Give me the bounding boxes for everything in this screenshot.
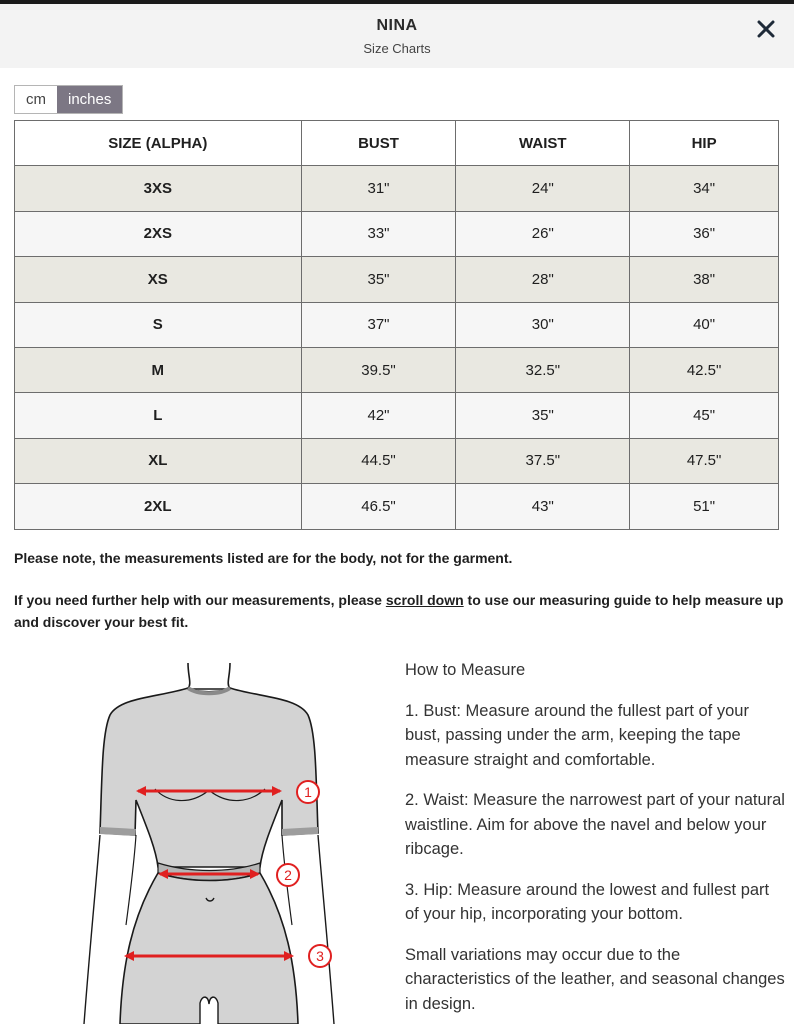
hip-cell: 51" <box>630 484 779 529</box>
close-icon <box>752 15 780 43</box>
size-cell: M <box>15 347 302 392</box>
table-row <box>15 393 779 438</box>
hip-cell: 45" <box>630 393 779 438</box>
guide-step-hip: 3. Hip: Measure around the lowest and fullest part of your hip, incorporating your bottom. <box>405 880 770 923</box>
bust-cell: 42" <box>301 393 456 438</box>
size-cell: XS <box>15 257 302 302</box>
guide-step-bust: 1. Bust: Measure around the fullest part of your bust, passing under the arm, keeping the tape measure straight and comfortable. <box>405 701 749 769</box>
help-text-after: to use our measuring guide to help measure up and discover your best fit. <box>14 592 784 630</box>
marker-1 <box>297 781 319 803</box>
guide-title: How to Measure <box>405 661 526 679</box>
size-cell: L <box>15 393 302 438</box>
waist-cell: 26" <box>456 211 630 256</box>
size-cell: 2XS <box>15 211 302 256</box>
table-row <box>15 211 779 256</box>
marker-2 <box>277 864 299 886</box>
measuring-guide <box>405 658 785 1024</box>
bust-cell: 39.5" <box>301 347 456 392</box>
size-cell: 3XS <box>15 166 302 211</box>
size-cell: XL <box>15 438 302 483</box>
hip-cell: 47.5" <box>630 438 779 483</box>
column-header: WAIST <box>456 121 630 166</box>
hip-cell: 36" <box>630 211 779 256</box>
bust-cell: 46.5" <box>301 484 456 529</box>
svg-text:3: 3 <box>316 948 324 964</box>
bust-cell: 37" <box>301 302 456 347</box>
hip-cell: 42.5" <box>630 347 779 392</box>
waist-cell: 28" <box>456 257 630 302</box>
help-text <box>14 589 784 633</box>
table-row <box>15 257 779 302</box>
waist-cell: 43" <box>456 484 630 529</box>
guide-step-waist: 2. Waist: Measure the narrowest part of your natural waistline. Aim for above the navel and below your ribcage. <box>405 791 785 858</box>
scroll-down-link[interactable]: scroll down <box>385 592 464 608</box>
table-row <box>15 438 779 483</box>
unit-option-cm[interactable]: cm <box>15 86 57 113</box>
column-header: HIP <box>630 121 779 166</box>
table-row <box>15 166 779 211</box>
waist-cell: 32.5" <box>456 347 630 392</box>
size-cell: S <box>15 302 302 347</box>
bust-cell: 33" <box>301 211 456 256</box>
waist-cell: 24" <box>456 166 630 211</box>
size-chart-table <box>14 120 779 530</box>
waist-cell: 37.5" <box>456 438 630 483</box>
marker-3 <box>309 945 331 967</box>
table-row <box>15 484 779 529</box>
bust-cell: 31" <box>301 166 456 211</box>
modal-header <box>0 4 794 68</box>
close-button[interactable] <box>752 15 780 43</box>
svg-text:2: 2 <box>284 867 292 883</box>
size-cell: 2XL <box>15 484 302 529</box>
modal-subtitle: Size Charts <box>363 41 431 56</box>
body-measurement-note: Please note, the measurements listed are for the body, not for the garment. <box>14 550 513 566</box>
guide-footer-note: Small variations may occur due to the characteristics of the leather, and seasonal changes in design. <box>405 945 785 1013</box>
hip-cell: 38" <box>630 257 779 302</box>
hip-cell: 40" <box>630 302 779 347</box>
unit-toggle <box>14 85 123 114</box>
bust-cell: 44.5" <box>301 438 456 483</box>
table-header-row <box>15 121 779 166</box>
bust-cell: 35" <box>301 257 456 302</box>
table-row <box>15 302 779 347</box>
help-text-before: If you need further help with our measurements, please <box>14 592 386 608</box>
waist-cell: 35" <box>456 393 630 438</box>
svg-text:1: 1 <box>304 784 312 800</box>
body-illustration <box>60 655 360 1024</box>
waist-cell: 30" <box>456 302 630 347</box>
unit-option-inches[interactable]: inches <box>57 86 122 113</box>
hip-cell: 34" <box>630 166 779 211</box>
measuring-figure <box>60 655 360 1024</box>
product-title: NINA <box>376 17 418 34</box>
column-header: BUST <box>301 121 456 166</box>
column-header: SIZE (ALPHA) <box>15 121 302 166</box>
table-row <box>15 347 779 392</box>
